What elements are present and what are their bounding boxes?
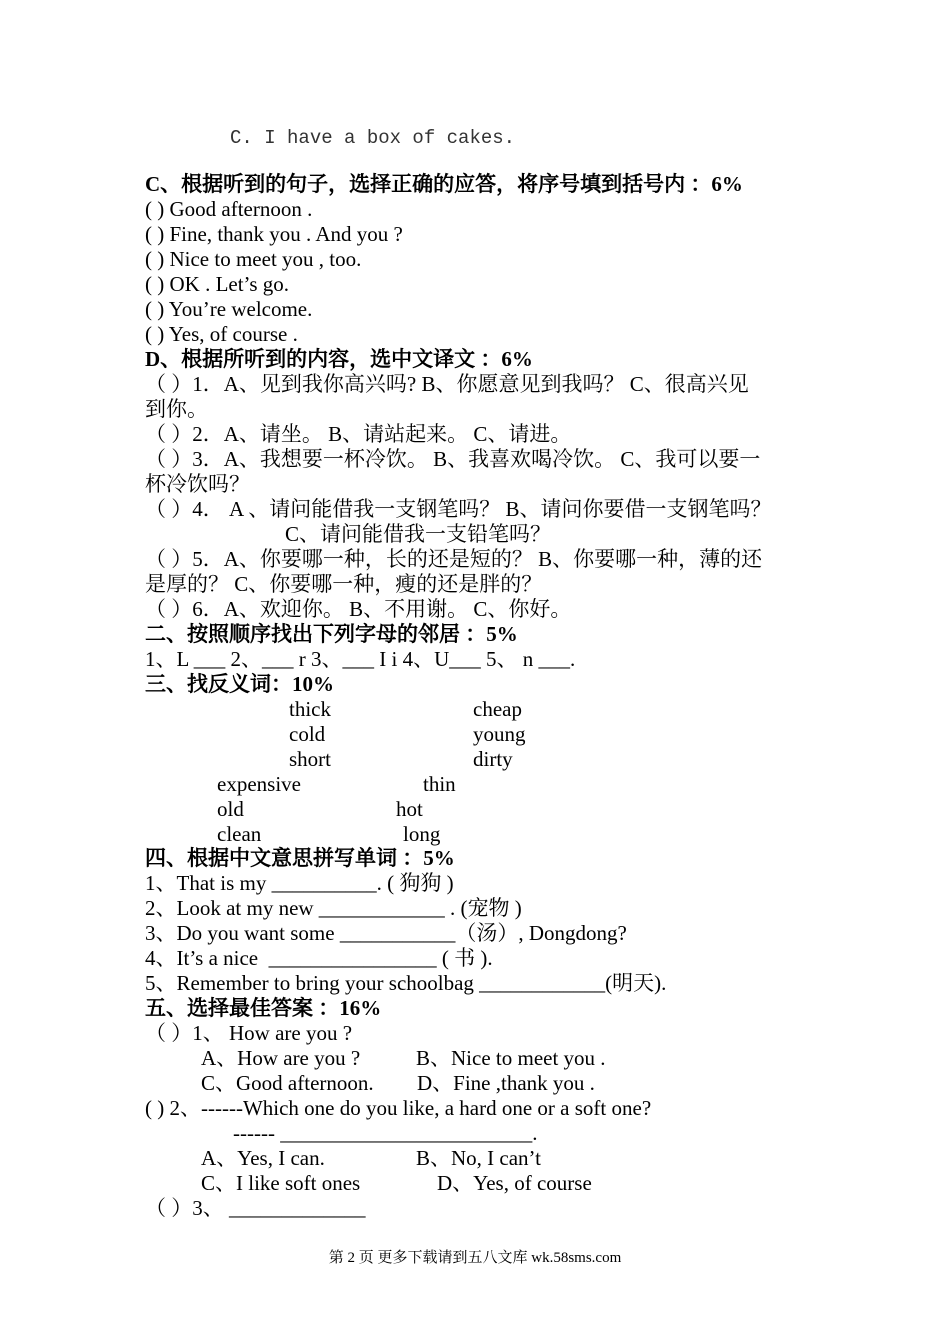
question-1-option-b: B、Nice to meet you . xyxy=(416,1046,606,1070)
section-4-item: 3、Do you want some ___________（汤）, Dongdong? xyxy=(145,921,627,945)
antonym-word: short xyxy=(289,747,331,771)
section-4-item: 2、Look at my new ____________ . (宠物 ) xyxy=(145,896,522,920)
antonym-word: thick xyxy=(289,697,331,721)
antonym-word: clean xyxy=(217,822,262,846)
question-2: ( ) 2、------Which one do you like, a hard one or a soft one? xyxy=(145,1096,652,1120)
antonym-word: cheap xyxy=(473,697,522,721)
section-d-line: （ ）5．A、你要哪一种，长的还是短的？ B、你要哪一种，薄的还 xyxy=(145,547,763,571)
question-1-option-d: D、Fine ,thank you . xyxy=(417,1071,595,1095)
section-d-line: 是厚的？ C、你要哪一种，瘦的还是胖的？ xyxy=(145,572,543,596)
section-d-line: 杯冷饮吗？ xyxy=(145,472,250,496)
section-c-item: ( ) Nice to meet you , too. xyxy=(145,247,362,271)
section-4-heading: 四、根据中文意思拼写单词 ：5% xyxy=(145,846,455,870)
section-d-line: （ ）6．A、欢迎你。 B、不用谢。 C、你好。 xyxy=(145,597,572,621)
section-c-item: ( ) You’re welcome. xyxy=(145,297,313,321)
antonym-word: expensive xyxy=(217,772,301,796)
section-4-item: 5、Remember to bring your schoolbag ____________(明天). xyxy=(145,971,667,995)
question-2-blank: ------ ________________________. xyxy=(233,1121,538,1145)
section-d-line: （ ）4． A 、请问能借我一支钢笔吗？ B、请问你要借一支钢笔吗？ xyxy=(145,497,772,521)
section-d-line: 到你。 xyxy=(145,397,208,421)
section-d-line: （ ）2．A、请坐。 B、请站起来。 C、请进。 xyxy=(145,422,572,446)
question-2-option-b: B、No, I can’t xyxy=(416,1146,542,1170)
antonym-word: hot xyxy=(396,797,423,821)
section-2-heading: 二、按照顺序找出下列字母的邻居 ：5% xyxy=(145,622,518,646)
section-d-line: （ ）1．A、见到我你高兴吗? B、你愿意见到我吗？ C、很高兴见 xyxy=(145,372,749,396)
option-c-line: C. I have a box of cakes. xyxy=(230,127,516,149)
section-2-line: 1、L ___ 2、___ r 3、___ I i 4、U___ 5、 n ___. xyxy=(145,647,576,671)
section-d-line: （ ）3．A、我想要一杯冷饮。 B、我喜欢喝冷饮。 C、我可以要一 xyxy=(145,447,761,471)
section-4-item: 1、That is my __________. ( 狗狗 ) xyxy=(145,871,454,895)
section-4-item: 4、It’s a nice ________________ ( 书 ). xyxy=(145,946,493,970)
antonym-word: long xyxy=(403,822,441,846)
question-1: （ ）1、 How are you ? xyxy=(145,1021,353,1045)
section-3-heading: 三、找反义词：10% xyxy=(145,672,334,696)
antonym-word: young xyxy=(473,722,526,746)
antonym-word: dirty xyxy=(473,747,513,771)
section-d-line: C、请问能借我一支铅笔吗？ xyxy=(285,522,552,546)
page-footer: 第 2 页 更多下载请到五八文库 wk.58sms.com xyxy=(328,1250,622,1266)
question-1-option-c: C、Good afternoon. xyxy=(201,1071,374,1095)
antonym-word: cold xyxy=(289,722,326,746)
question-1-option-a: A、How are you ? xyxy=(201,1046,361,1070)
section-c-item: ( ) Yes, of course . xyxy=(145,322,298,346)
section-5-heading: 五、选择最佳答案 ：16% xyxy=(145,996,382,1020)
section-c-item: ( ) Fine, thank you . And you ? xyxy=(145,222,403,246)
antonym-word: thin xyxy=(423,772,456,796)
section-c-item: ( ) OK . Let’s go. xyxy=(145,272,290,296)
antonym-word: old xyxy=(217,797,244,821)
section-d-heading: D、根据所听到的内容，选中文译文 ：6% xyxy=(145,347,533,371)
section-c-heading: C、根据听到的句子，选择正确的应答，将序号填到括号内 ：6% xyxy=(145,172,743,196)
question-2-option-d: D、Yes, of course xyxy=(437,1171,592,1195)
question-2-option-a: A、Yes, I can. xyxy=(201,1146,325,1170)
section-c-item: ( ) Good afternoon . xyxy=(145,197,313,221)
question-2-option-c: C、I like soft ones xyxy=(201,1171,361,1195)
question-3: （ ）3、 _____________ xyxy=(145,1196,366,1220)
